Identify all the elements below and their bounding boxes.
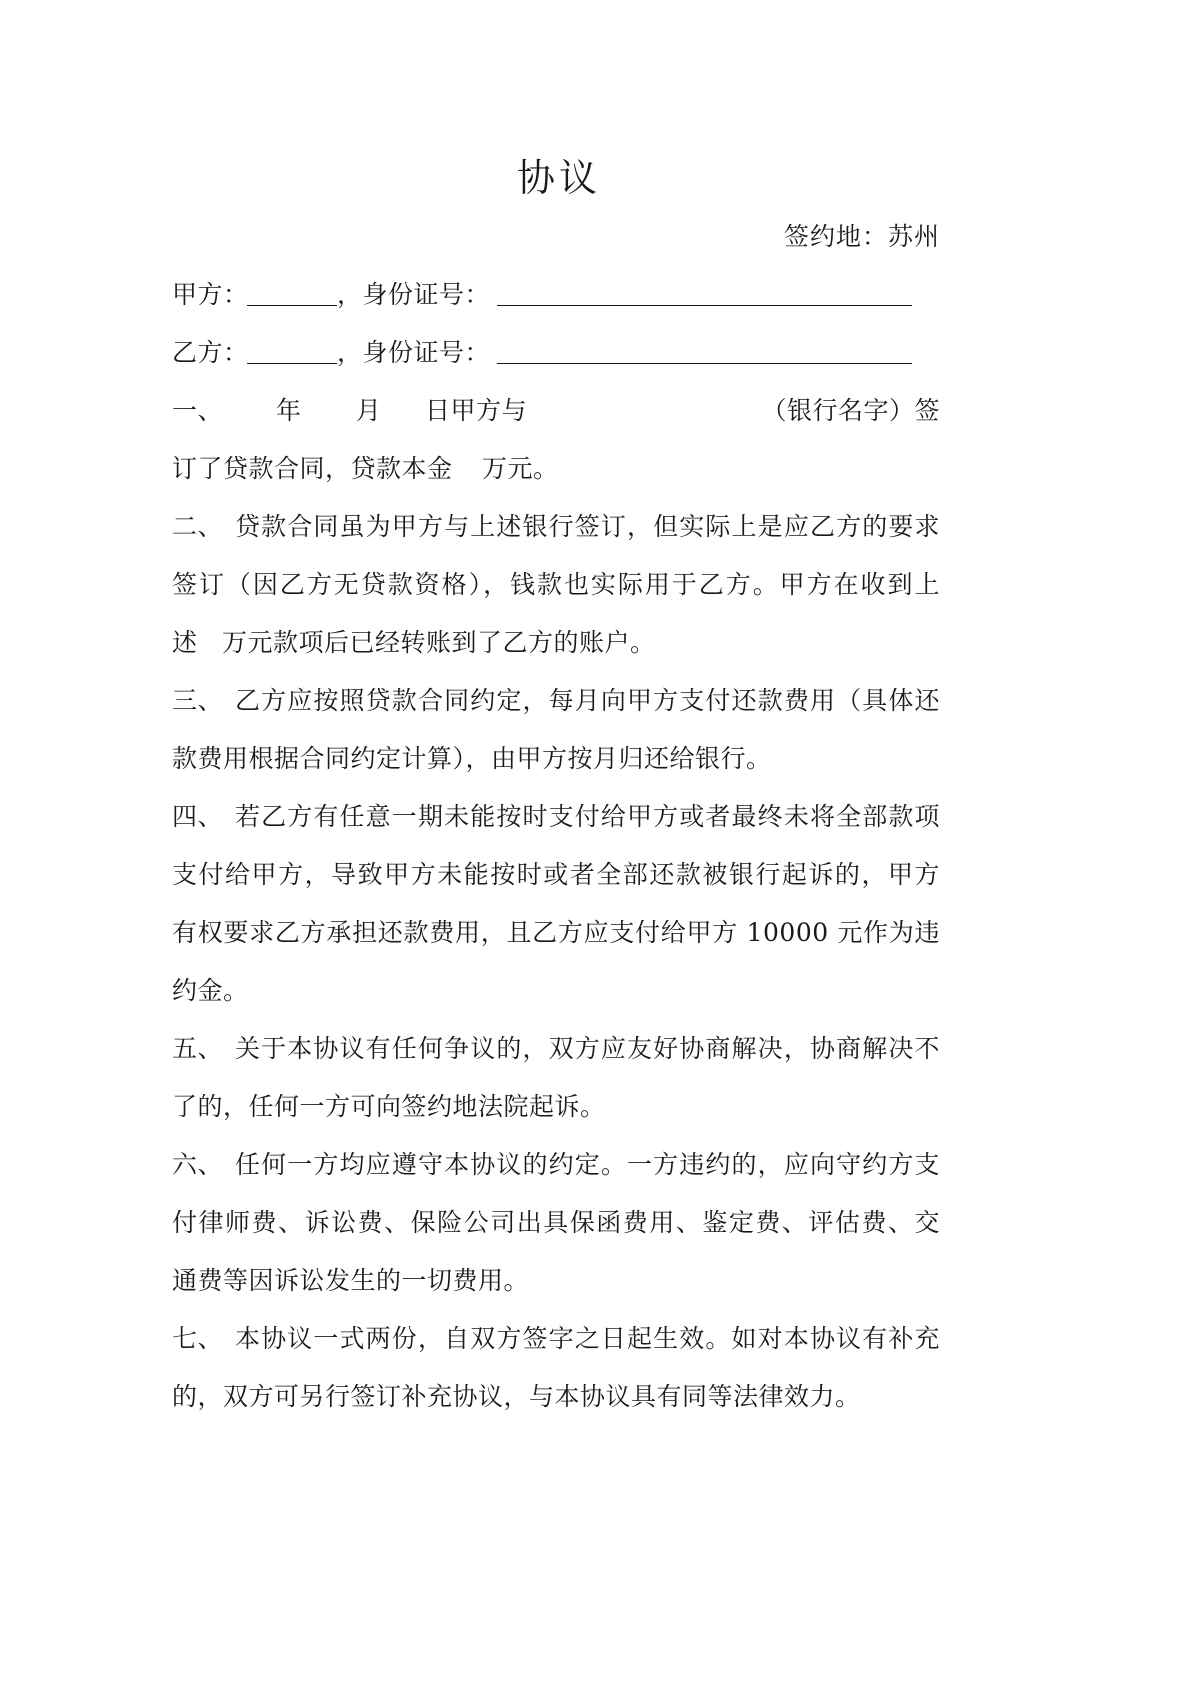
clause-5-line-1 (172, 1020, 940, 1078)
document-body (172, 266, 940, 1426)
clause-1-line-1 (172, 382, 940, 440)
clause-2-line-2 (172, 556, 940, 614)
party-a-id-label: ，身份证号： (337, 280, 491, 309)
clause-text: 约金。 (172, 976, 249, 1005)
clause-text: 若乙方有任意一期未能按时支付给甲方或者最终未将全部款项 (235, 802, 940, 831)
clause-3-line-2 (172, 730, 940, 788)
clause-2-last-rest: 万元款项后已经转账到了乙方的账户。 (222, 628, 656, 657)
clause-text: 了的，任何一方可向签约地法院起诉。 (172, 1092, 606, 1121)
signing-place: 签约地：苏州 (783, 222, 940, 251)
clause-6-line-2 (172, 1194, 940, 1252)
clause-text: 付律师费、诉讼费、保险公司出具保函费用、鉴定费、评估费、交 (172, 1208, 940, 1237)
clause-text: 关于本协议有任何争议的，双方应友好协商解决，协商解决不 (235, 1034, 940, 1063)
party-b-name-blank (247, 363, 337, 364)
party-a-name-blank (247, 305, 337, 306)
clause-number: 七、 (172, 1324, 224, 1353)
clause-1-loan-text: 订了贷款合同，贷款本金 (172, 454, 453, 483)
clause-4-line-1 (172, 788, 940, 846)
clause-number: 五、 (172, 1034, 224, 1063)
clause-6-line-1 (172, 1136, 940, 1194)
party-b-id-blank (497, 363, 912, 364)
clause-2-line-1 (172, 498, 940, 556)
clause-5-line-2 (172, 1078, 940, 1136)
clause-7-line-1 (172, 1310, 940, 1368)
clause-1-amount-unit: 万元。 (482, 454, 559, 483)
clause-text: 贷款合同虽为甲方与上述银行签订，但实际上是应乙方的要求 (235, 512, 940, 541)
clause-6-line-3 (172, 1252, 940, 1310)
party-b-label: 乙方： (172, 338, 249, 367)
clause-1-month: 月 (356, 396, 382, 425)
clause-text: 任何一方均应遵守本协议的约定。一方违约的，应向守约方支 (235, 1150, 940, 1179)
clause-number: 三、 (172, 686, 224, 715)
clause-1-day-text: 日甲方与 (425, 396, 528, 425)
clause-text: 本协议一式两份，自双方签字之日起生效。如对本协议有补充 (235, 1324, 940, 1353)
party-b-line (172, 324, 940, 382)
clause-number: 六、 (172, 1150, 224, 1179)
document-title: 协议 (517, 156, 602, 200)
clause-1-line-2 (172, 440, 940, 498)
clause-1-bank-text: （银行名字）签 (761, 396, 940, 425)
clause-4-line-2 (172, 846, 940, 904)
clause-text: 有权要求乙方承担还款费用，且乙方应支付给甲方 10000 元作为违 (172, 918, 940, 947)
clause-text: 支付给甲方，导致甲方未能按时或者全部还款被银行起诉的，甲方 (172, 860, 940, 889)
clause-2-last-start: 述 (172, 628, 198, 657)
clause-4-line-3 (172, 904, 940, 962)
clause-text: 通费等因诉讼发生的一切费用。 (172, 1266, 530, 1295)
clause-2-line-3 (172, 614, 940, 672)
clause-3-line-1 (172, 672, 940, 730)
party-a-line (172, 266, 940, 324)
clause-1-year: 年 (276, 396, 302, 425)
clause-number: 一、 (172, 396, 224, 425)
clause-number: 二、 (172, 512, 224, 541)
party-a-label: 甲方： (172, 280, 249, 309)
clause-4-line-4 (172, 962, 940, 1020)
clause-text: 签订（因乙方无贷款资格），钱款也实际用于乙方。甲方在收到上 (172, 570, 940, 599)
party-b-id-label: ，身份证号： (337, 338, 491, 367)
clause-text: 款费用根据合同约定计算），由甲方按月归还给银行。 (172, 744, 772, 773)
party-a-id-blank (497, 305, 912, 306)
clause-text: 乙方应按照贷款合同约定，每月向甲方支付还款费用（具体还 (235, 686, 940, 715)
clause-number: 四、 (172, 802, 224, 831)
clause-text: 的，双方可另行签订补充协议，与本协议具有同等法律效力。 (172, 1382, 861, 1411)
clause-7-line-2 (172, 1368, 940, 1426)
